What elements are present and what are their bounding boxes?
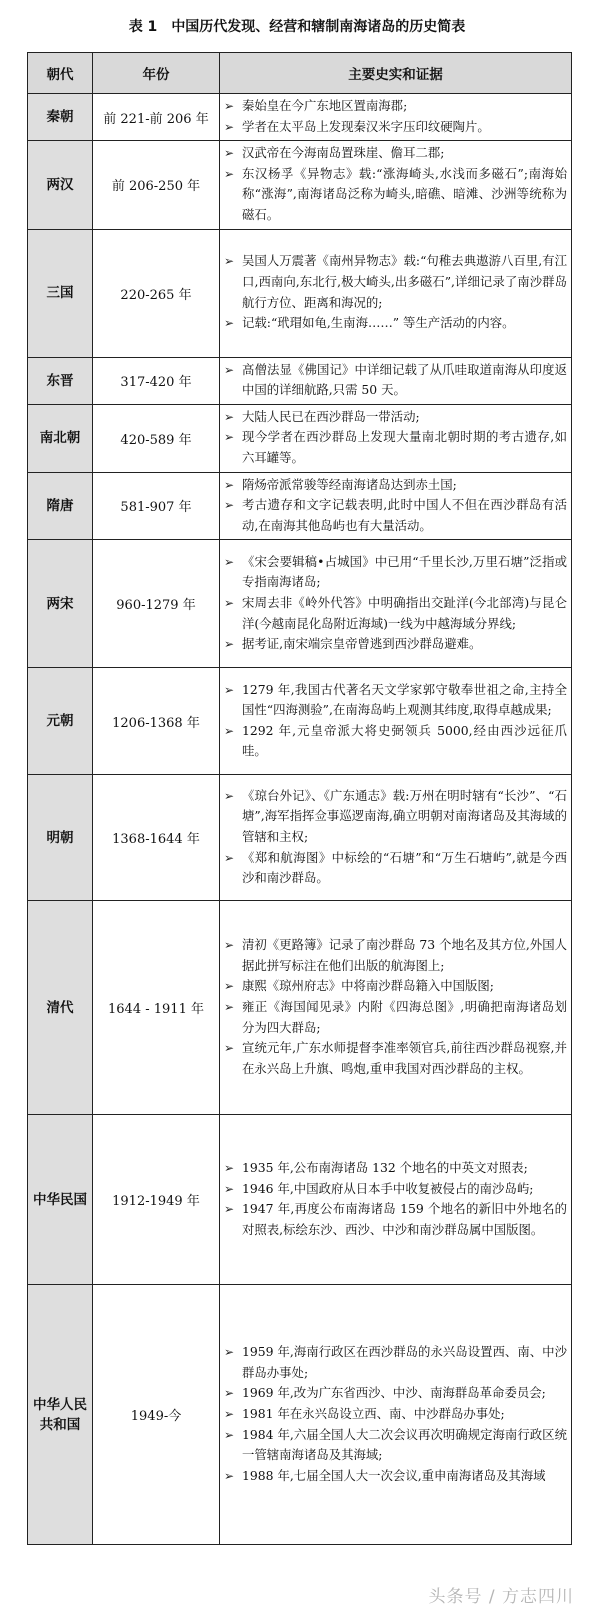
- table-row: [28, 540, 572, 668]
- bullet-arrow-icon: ➢: [224, 119, 235, 134]
- bullet-arrow-icon: ➢: [224, 477, 235, 492]
- fact-text: 隋炀帝派常骏等经南海诸岛达到赤土国;: [242, 476, 457, 492]
- table-row: [28, 775, 572, 901]
- fact-item: [224, 721, 567, 762]
- table-row: [28, 229, 572, 357]
- fact-item: [224, 935, 567, 976]
- bullet-arrow-icon: ➢: [224, 430, 235, 445]
- bullet-arrow-icon: ➢: [224, 1345, 235, 1360]
- fact-item: [224, 96, 567, 117]
- bullet-arrow-icon: ➢: [224, 596, 235, 611]
- fact-text: 1969 年,改为广东省西沙、中沙、南海群岛革命委员会;: [242, 1385, 546, 1401]
- fact-item: [224, 495, 567, 536]
- fact-text: 高僧法显《佛国记》中详细记载了从爪哇取道南海从印度返中国的详细航路,只需 50 天。: [242, 361, 567, 398]
- table-row: [28, 357, 572, 404]
- dynasty-cell: 南北朝: [28, 404, 93, 472]
- fact-item: [224, 976, 567, 997]
- period-cell: 581-907 年: [93, 472, 220, 540]
- header-facts: 主要史实和证据: [220, 53, 572, 94]
- dynasty-cell: 三国: [28, 229, 93, 357]
- period-cell: 1644 - 1911 年: [93, 901, 220, 1115]
- table-row: [28, 901, 572, 1115]
- bullet-arrow-icon: ➢: [224, 682, 235, 697]
- bullet-arrow-icon: ➢: [224, 166, 235, 181]
- watermark: 头条号 / 方志四川: [428, 1587, 574, 1607]
- fact-item: [224, 1466, 567, 1487]
- fact-item: [224, 427, 567, 468]
- period-cell: 前 221-前 206 年: [93, 94, 220, 141]
- facts-cell: [220, 901, 572, 1115]
- fact-text: 1988 年,七届全国人大一次会议,重申南海诸岛及其海域: [242, 1467, 546, 1483]
- bullet-arrow-icon: ➢: [224, 498, 235, 513]
- fact-text: 学者在太平岛上发现秦汉米字压印纹硬陶片。: [242, 118, 490, 134]
- fact-text: 吴国人万震著《南州异物志》载:“句稚去典遨游八百里,有江口,西南向,东北行,极大崎头,出多磁石”,详细记录了南沙群岛航行方位、距离和海况的;: [242, 253, 567, 310]
- bullet-arrow-icon: ➢: [224, 316, 235, 331]
- bullet-arrow-icon: ➢: [224, 723, 235, 738]
- facts-cell: [220, 472, 572, 540]
- bullet-arrow-icon: ➢: [224, 1407, 235, 1422]
- bullet-arrow-icon: ➢: [224, 788, 235, 803]
- facts-cell: [220, 94, 572, 141]
- fact-text: 考古遗存和文字记载表明,此时中国人不但在西沙群岛有活动,在南海其他岛屿也有大量活动。: [242, 497, 567, 533]
- table-row: [28, 94, 572, 141]
- fact-text: 1279 年,我国古代著名天文学家郭守敬奉世祖之命,主持全国性“四海测验”,在南海岛屿上观测其纬度,取得卓越成果;: [242, 681, 567, 718]
- facts-cell: [220, 540, 572, 668]
- table-row: [28, 668, 572, 775]
- fact-text: 1946 年,中国政府从日本手中收复被侵占的南沙岛屿;: [242, 1180, 534, 1196]
- fact-item: [224, 593, 567, 634]
- fact-item: [224, 1158, 567, 1179]
- facts-cell: [220, 141, 572, 229]
- period-cell: 317-420 年: [93, 357, 220, 404]
- table-row: [28, 141, 572, 229]
- header-period: 年份: [93, 53, 220, 94]
- table-row: [28, 404, 572, 472]
- fact-text: 秦始皇在今广东地区置南海郡;: [242, 98, 408, 113]
- facts-cell: [220, 1115, 572, 1285]
- fact-item: [224, 1425, 567, 1466]
- bullet-arrow-icon: ➢: [224, 1181, 235, 1196]
- fact-text: 清初《更路簿》记录了南沙群岛 73 个地名及其方位,外国人据此拼写标注在他们出版的航海图上;: [242, 937, 567, 973]
- fact-text: 1292 年,元皇帝派大将史弼领兵 5000,经由西沙远征爪哇。: [242, 722, 567, 759]
- fact-item: [224, 997, 567, 1038]
- fact-text: 据考证,南宋端宗皇帝曾逃到西沙群岛避难。: [242, 636, 482, 652]
- bullet-arrow-icon: ➢: [224, 1386, 235, 1401]
- fact-item: [224, 786, 567, 848]
- fact-item: [224, 634, 567, 655]
- fact-item: [224, 1038, 567, 1079]
- bullet-arrow-icon: ➢: [224, 1161, 235, 1176]
- facts-cell: [220, 775, 572, 901]
- period-cell: 220-265 年: [93, 229, 220, 357]
- dynasty-cell: 中华人民共和国: [28, 1285, 93, 1545]
- bullet-arrow-icon: ➢: [224, 979, 235, 994]
- fact-text: 1984 年,六届全国人大二次会议再次明确规定海南行政区统一管辖南海诸岛及其海域;: [242, 1426, 567, 1463]
- fact-item: [224, 1404, 567, 1425]
- fact-item: [224, 407, 567, 428]
- table-row: [28, 472, 572, 540]
- dynasty-cell: 秦朝: [28, 94, 93, 141]
- fact-text: 《郑和航海图》中标绘的“石塘”和“万生石塘屿”,就是今西沙和南沙群岛。: [242, 849, 567, 886]
- dynasty-cell: 元朝: [28, 668, 93, 775]
- bullet-arrow-icon: ➢: [224, 554, 235, 569]
- bullet-arrow-icon: ➢: [224, 938, 235, 953]
- fact-text: 1959 年,海南行政区在西沙群岛的永兴岛设置西、南、中沙群岛办事处;: [242, 1344, 567, 1380]
- dynasty-cell: 清代: [28, 901, 93, 1115]
- history-table: [27, 52, 572, 1545]
- fact-text: 1947 年,再度公布南海诸岛 159 个地名的新旧中外地名的对照表,标绘东沙、西沙、中沙和南沙群岛属中国版图。: [242, 1201, 567, 1237]
- bullet-arrow-icon: ➢: [224, 254, 235, 269]
- period-cell: 1206-1368 年: [93, 668, 220, 775]
- fact-item: [224, 360, 567, 401]
- period-cell: 1368-1644 年: [93, 775, 220, 901]
- fact-text: 1935 年,公布南海诸岛 132 个地名的中英文对照表;: [242, 1160, 528, 1176]
- fact-item: [224, 143, 567, 164]
- dynasty-cell: 明朝: [28, 775, 93, 901]
- bullet-arrow-icon: ➢: [224, 99, 235, 113]
- fact-item: [224, 475, 567, 496]
- bullet-arrow-icon: ➢: [224, 637, 235, 652]
- bullet-arrow-icon: ➢: [224, 1468, 235, 1483]
- dynasty-cell: 隋唐: [28, 472, 93, 540]
- bullet-arrow-icon: ➢: [224, 362, 235, 377]
- bullet-arrow-icon: ➢: [224, 409, 235, 424]
- bullet-arrow-icon: ➢: [224, 1202, 235, 1217]
- header-dynasty: 朝代: [28, 53, 93, 94]
- fact-text: 现今学者在西沙群岛上发现大量南北朝时期的考古遗存,如六耳罐等。: [242, 429, 567, 465]
- dynasty-cell: 两宋: [28, 540, 93, 668]
- facts-cell: [220, 668, 572, 775]
- fact-text: 宋周去非《岭外代答》中明确指出交趾洋(今北部湾)与昆仑洋(今越南昆化岛附近海域)一线为中越海域分界线;: [242, 595, 567, 631]
- facts-cell: [220, 404, 572, 472]
- fact-text: 汉武帝在今海南岛置珠崖、儋耳二郡;: [242, 145, 445, 161]
- period-cell: 1949-今: [93, 1285, 220, 1545]
- fact-item: [224, 117, 567, 138]
- fact-item: [224, 680, 567, 721]
- period-cell: 1912-1949 年: [93, 1115, 220, 1285]
- fact-item: [224, 552, 567, 593]
- fact-item: [224, 848, 567, 889]
- fact-text: 记载:“玳瑁如龟,生南海……” 等生产活动的内容。: [242, 315, 515, 331]
- bullet-arrow-icon: ➢: [224, 1000, 235, 1015]
- bullet-arrow-icon: ➢: [224, 146, 235, 161]
- period-cell: 960-1279 年: [93, 540, 220, 668]
- dynasty-cell: 中华民国: [28, 1115, 93, 1285]
- fact-item: [224, 164, 567, 226]
- table-body: [28, 94, 572, 1545]
- period-cell: 420-589 年: [93, 404, 220, 472]
- fact-item: [224, 313, 567, 334]
- fact-text: 大陆人民已在西沙群岛一带活动;: [242, 408, 420, 424]
- table-caption: [0, 16, 594, 36]
- dynasty-cell: 两汉: [28, 141, 93, 229]
- facts-cell: [220, 229, 572, 357]
- fact-text: 《宋会要辑稿•占城国》中已用“千里长沙,万里石塘”泛指或专指南海诸岛;: [242, 553, 567, 590]
- table-header-row: [28, 53, 572, 94]
- fact-item: [224, 251, 567, 313]
- bullet-arrow-icon: ➢: [224, 1427, 235, 1442]
- facts-cell: [220, 1285, 572, 1545]
- dynasty-cell: 东晋: [28, 357, 93, 404]
- table-row: [28, 1115, 572, 1285]
- table-title: 中国历代发现、经营和辖制南海诸岛的历史简表: [171, 19, 466, 35]
- facts-cell: [220, 357, 572, 404]
- bullet-arrow-icon: ➢: [224, 850, 235, 865]
- fact-item: [224, 1179, 567, 1200]
- table-number: 表 1: [128, 19, 158, 35]
- bullet-arrow-icon: ➢: [224, 1041, 235, 1056]
- fact-text: 雍正《海国闻见录》内附《四海总图》,明确把南海诸岛划分为四大群岛;: [242, 999, 567, 1035]
- fact-text: 东汉杨孚《异物志》载:“涨海崎头,水浅而多磁石”;南海始称“涨海”,南海诸岛泛称为崎头,暗礁、暗滩、沙洲等统称为磁石。: [242, 165, 567, 222]
- fact-text: 宣统元年,广东水师提督李准率领官兵,前往西沙群岛视察,并在永兴岛上升旗、鸣炮,重申我国对西沙群岛的主权。: [242, 1040, 567, 1076]
- fact-item: [224, 1383, 567, 1404]
- fact-text: 1981 年在永兴岛设立西、南、中沙群岛办事处;: [242, 1406, 505, 1422]
- fact-text: 《琼台外记》、《广东通志》载:万州在明时辖有“长沙”、“石塘”,海军指挥佥事巡逻南海,确立明朝对南海诸岛及其海域的管辖和主权;: [242, 787, 567, 845]
- fact-text: 康熙《琼州府志》中将南沙群岛籍入中国版图;: [242, 978, 494, 994]
- period-cell: 前 206-250 年: [93, 141, 220, 229]
- fact-item: [224, 1342, 567, 1383]
- table-row: [28, 1285, 572, 1545]
- fact-item: [224, 1199, 567, 1240]
